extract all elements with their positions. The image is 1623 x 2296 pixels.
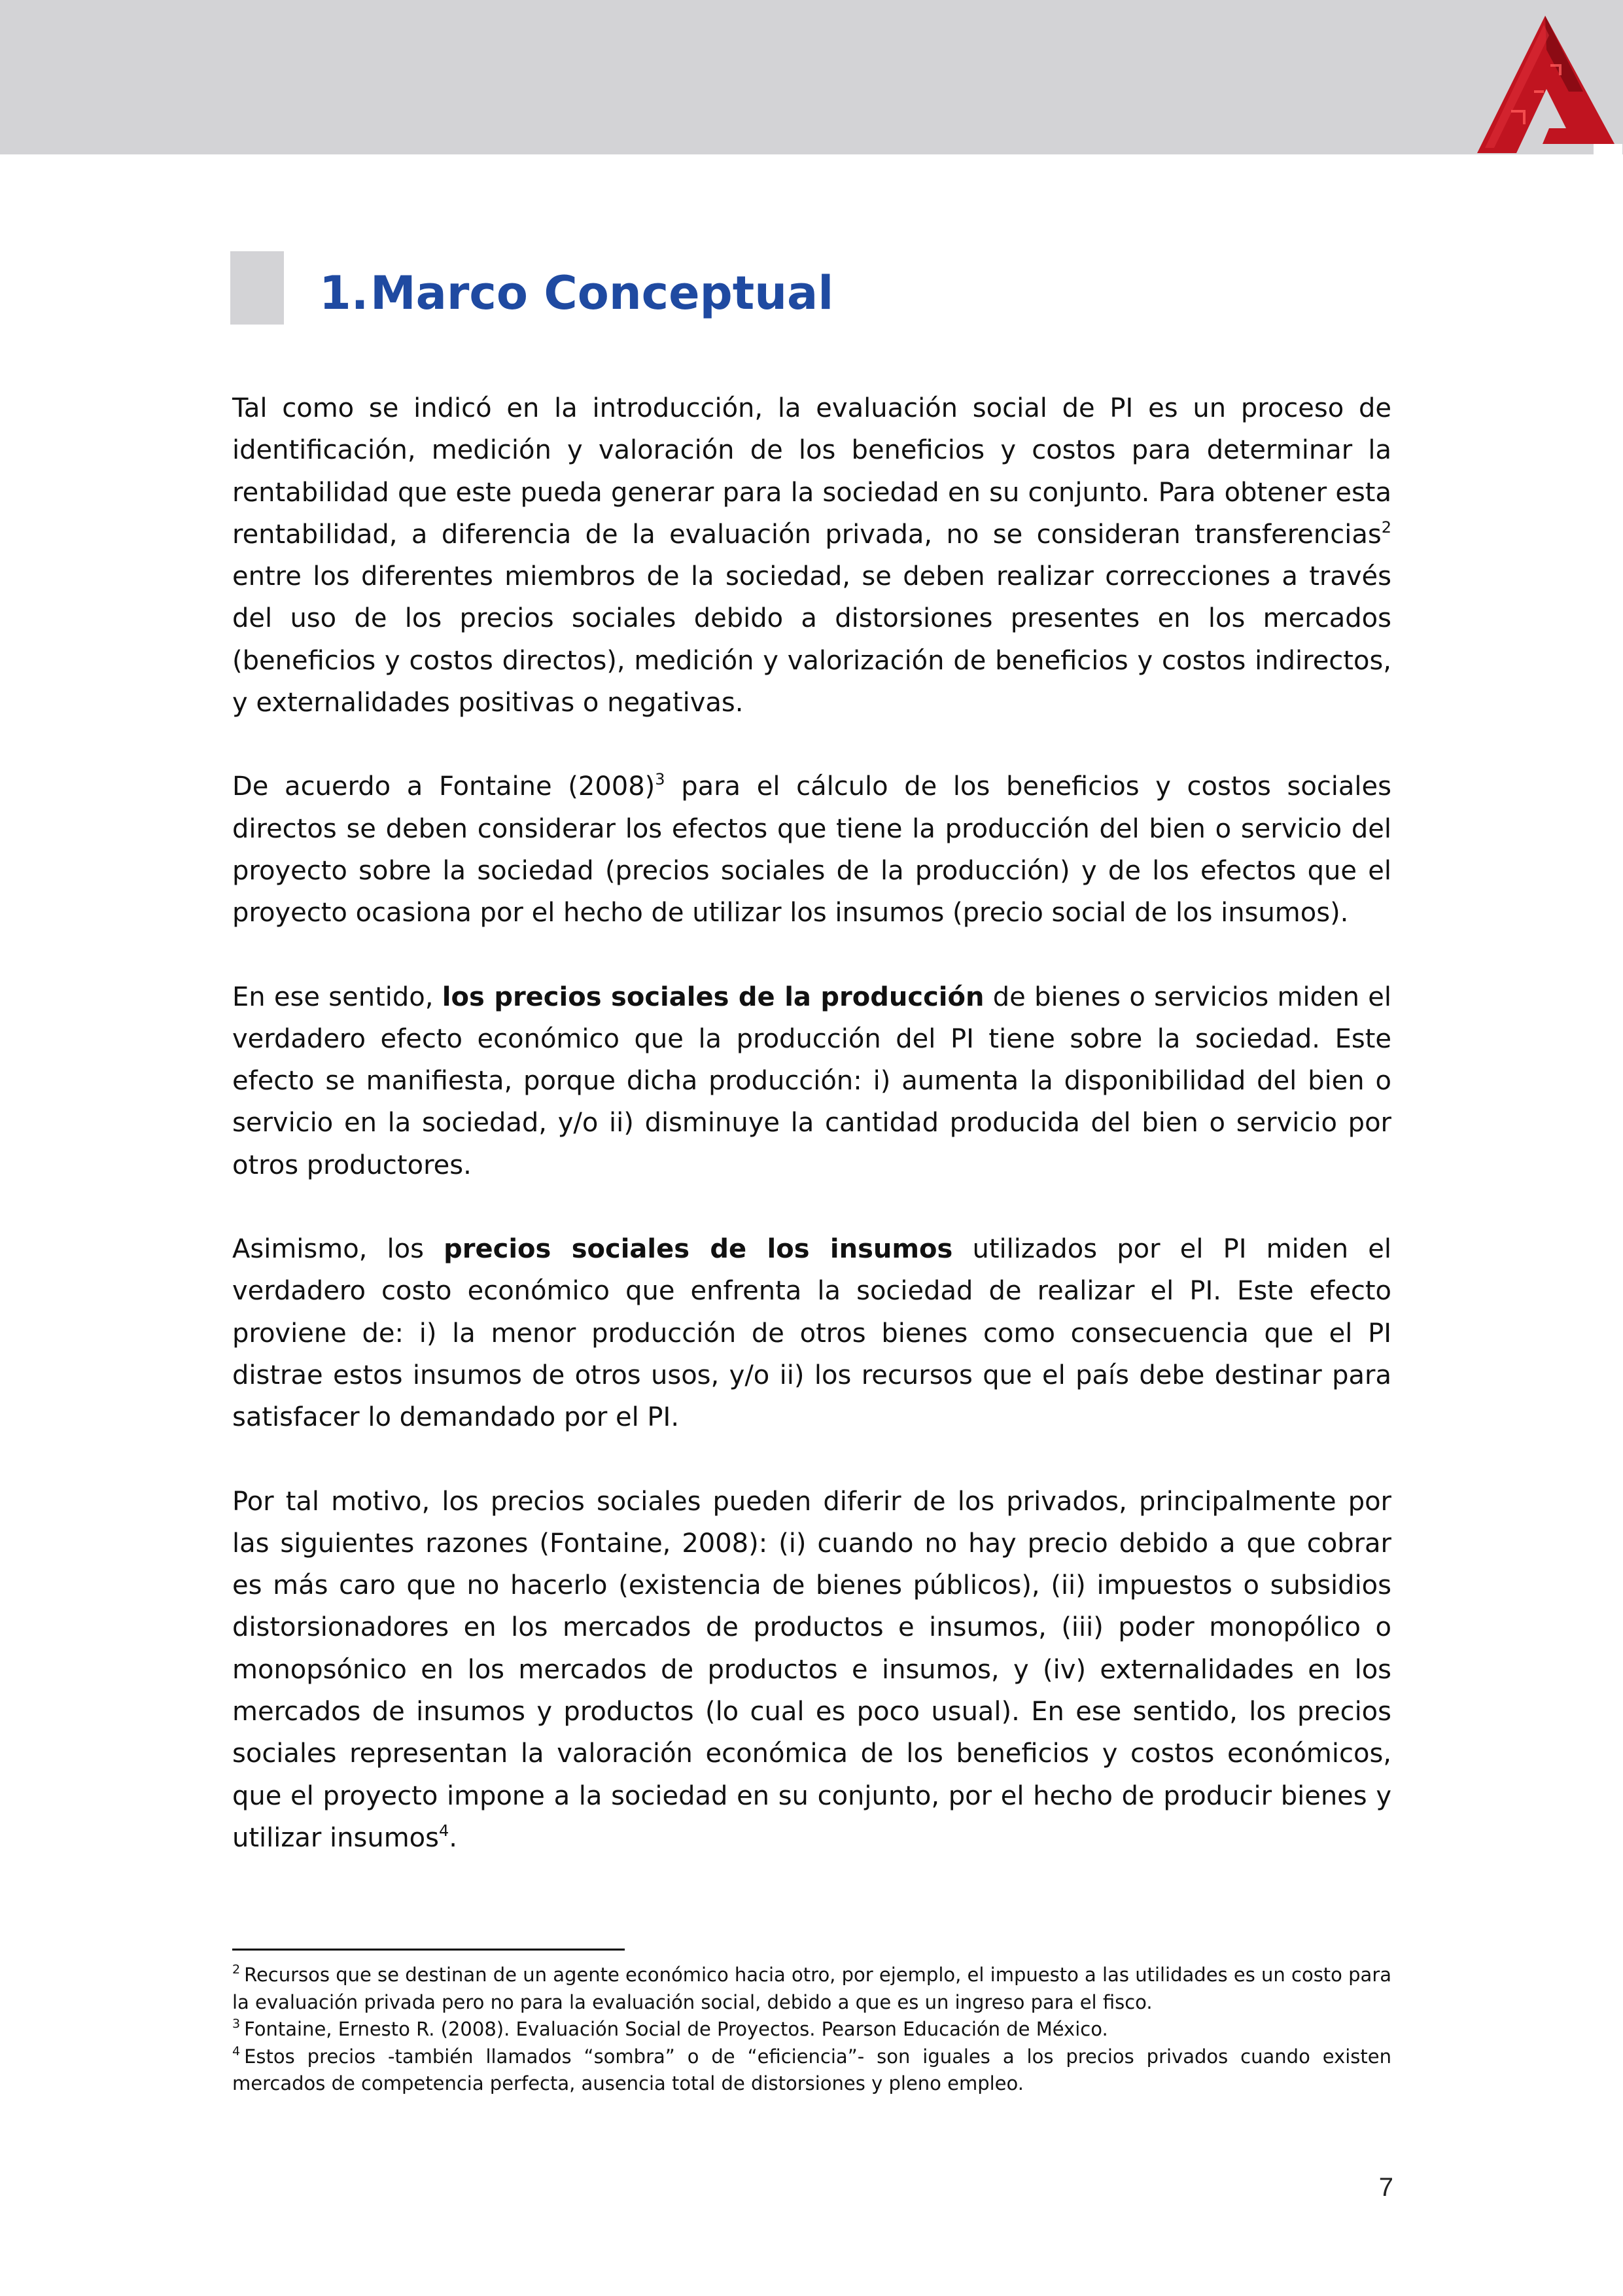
paragraph-text: Asimismo, los bbox=[232, 1234, 444, 1265]
paragraph-text: . bbox=[449, 1822, 457, 1853]
footnote-text: Estos precios -también llamados “sombra” o de “eficiencia”- son iguales a los precios privados cuando existen mercados de competencia perfecta, ausencia total de distorsiones y pleno empleo. bbox=[232, 2045, 1391, 2094]
red-triangle-logo-icon bbox=[1472, 13, 1622, 154]
page-number: 7 bbox=[1378, 2173, 1393, 2202]
footnote-divider bbox=[232, 1949, 625, 1951]
paragraph bbox=[232, 1228, 1391, 1438]
paragraph-text: entre los diferentes miembros de la sociedad, se deben realizar correcciones a través del uso de los precios sociales debido a distorsiones presentes en los mercados (beneficios y costos directos), medición y valorización de beneficios y costos indirectos, y externalidades positivas o negativas. bbox=[232, 561, 1391, 718]
footnote-text: Recursos que se destinan de un agente económico hacia otro, por ejemplo, el impuesto a las utilidades es un costo para la evaluación privada pero no para la evaluación social, debido a que es un ingreso para el fisco. bbox=[232, 1964, 1392, 2013]
footnote bbox=[232, 2043, 1391, 2098]
paragraph-text: Por tal motivo, los precios sociales pueden diferir de los privados, principalmente por las siguientes razones (Fontaine, 2008): (i) cuando no hay precio debido a que cobrar es más caro que no hacerlo (existencia de bienes públicos), (ii) impuestos o subsidios distorsionadores en los mercados de productos e insumos, (iii) poder monopólico o monopsónico en los mercados de productos e insumos, y (iv) externalidades en los mercados de insumos y productos (lo cual es poco usual). En ese sentido, los precios sociales representan la valoración económica de los beneficios y costos económicos, que el proyecto impone a la sociedad en su conjunto, por el hecho de producir bienes y utilizar insumos bbox=[232, 1486, 1391, 1853]
paragraph bbox=[232, 1481, 1391, 1860]
section-title bbox=[319, 260, 833, 326]
paragraph bbox=[232, 766, 1391, 934]
paragraph-text: de bienes o servicios miden el verdadero efecto económico que la producción del PI tiene sobre la sociedad. Este efecto se manifiesta, porque dicha producción: i) aumenta la disponibilidad del bien o servicio en la sociedad, y/o ii) disminuye la cantidad producida del bien o servicio por otros productores. bbox=[232, 981, 1391, 1180]
footnote-mark: 3 bbox=[232, 2017, 241, 2031]
paragraph bbox=[232, 976, 1391, 1186]
body-text bbox=[232, 387, 1391, 1901]
section-number: 1. bbox=[319, 266, 369, 320]
bold-term: los precios sociales de la producción bbox=[442, 981, 985, 1012]
footnote bbox=[232, 2016, 1391, 2043]
footnote-mark: 4 bbox=[232, 2043, 241, 2058]
footnote-mark: 2 bbox=[232, 1962, 241, 1977]
header-band bbox=[0, 0, 1623, 154]
paragraph-text: Tal como se indicó en la introducción, la evaluación social de PI es un proceso de identificación, medición y valoración de los beneficios y costos para determinar la rentabilidad que este pueda generar para la sociedad en su conjunto. Para obtener esta rentabilidad, a diferencia de la evaluación privada, no se consideran transferencias bbox=[232, 393, 1391, 550]
footnotes bbox=[232, 1962, 1391, 2098]
paragraph-text: De acuerdo a Fontaine (2008) bbox=[232, 771, 655, 802]
paragraph-text: En ese sentido, bbox=[232, 981, 442, 1012]
section-title-text: Marco Conceptual bbox=[370, 266, 834, 320]
footnote-ref: 3 bbox=[655, 770, 665, 789]
footnote-text: Fontaine, Ernesto R. (2008). Evaluación Social de Proyectos. Pearson Educación de México. bbox=[244, 2018, 1108, 2040]
paragraph bbox=[232, 387, 1391, 724]
bold-term: precios sociales de los insumos bbox=[444, 1234, 953, 1265]
footnote-ref: 2 bbox=[1381, 518, 1391, 537]
footnote bbox=[232, 1962, 1391, 2016]
section-title-marker bbox=[230, 251, 284, 325]
paragraph-text: utilizados por el PI miden el verdadero costo económico que enfrenta la sociedad de realizar el PI. Este efecto proviene de: i) la menor producción de otros bienes como consecuencia que el PI distrae estos insumos de otros usos, y/o ii) los recursos que el país debe destinar para satisfacer lo demandado por el PI. bbox=[232, 1234, 1391, 1433]
footnote-ref: 4 bbox=[438, 1821, 449, 1840]
paragraph-text: para el cálculo de los beneficios y costos sociales directos se deben considerar los efectos que tiene la producción del bien o servicio del proyecto sobre la sociedad (precios sociales de la producción) y de los efectos que el proyecto ocasiona por el hecho de utilizar los insumos (precio social de los insumos). bbox=[232, 771, 1391, 928]
